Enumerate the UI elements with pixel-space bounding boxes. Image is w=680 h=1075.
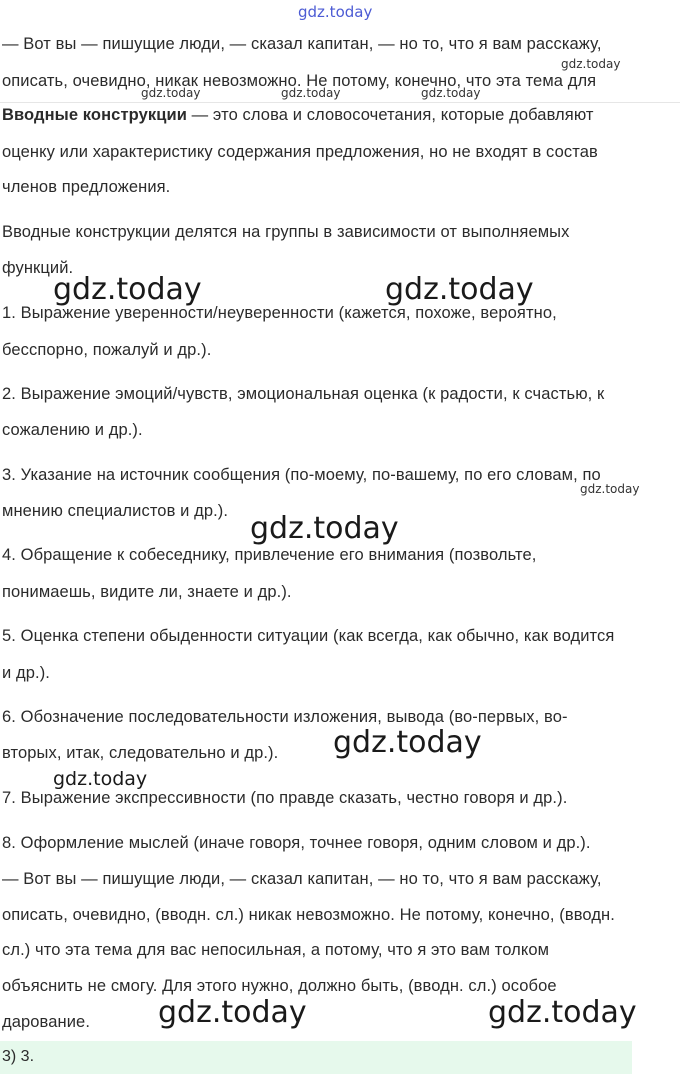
groups-intro-line-1: Вводные конструкции делятся на группы в зависимости от выполняемых bbox=[2, 223, 570, 241]
watermark-large: gdz.today bbox=[158, 995, 307, 1030]
definition-term: Вводные конструкции bbox=[2, 106, 187, 124]
analysis-line-5: дарование. bbox=[2, 1013, 91, 1031]
quote-line-1: — Вот вы — пишущие люди, — сказал капитан, — но то, что я вам расскажу, bbox=[2, 35, 602, 53]
watermark-large: gdz.today bbox=[385, 272, 534, 307]
group-2-line-1: 2. Выражение эмоций/чувств, эмоциональная оценка (к радости, к счастью, к bbox=[2, 385, 605, 403]
definition-line-3: членов предложения. bbox=[2, 178, 171, 196]
answer-label: 3) 3. bbox=[2, 1048, 35, 1065]
group-7-line-1: 7. Выражение экспрессивности (по правде сказать, честно говоря и др.). bbox=[2, 789, 568, 807]
group-4-line-2: понимаешь, видите ли, знаете и др.). bbox=[2, 583, 292, 601]
analysis-line-4: объяснить не смогу. Для этого нужно, должно быть, (вводн. сл.) особое bbox=[2, 977, 557, 995]
watermark-small: gdz.today bbox=[580, 482, 640, 496]
watermark-top: gdz.today bbox=[298, 3, 373, 21]
group-8-line-1: 8. Оформление мыслей (иначе говоря, точнее говоря, одним словом и др.). bbox=[2, 834, 591, 852]
watermark-small: gdz.today bbox=[421, 86, 481, 100]
group-6-line-2: вторых, итак, следовательно и др.). bbox=[2, 744, 279, 762]
analysis-line-1: — Вот вы — пишущие люди, — сказал капитан, — но то, что я вам расскажу, bbox=[2, 870, 602, 888]
group-1-line-2: бесспорно, пожалуй и др.). bbox=[2, 341, 212, 359]
group-4-line-1: 4. Обращение к собеседнику, привлечение его внимания (позвольте, bbox=[2, 546, 537, 564]
watermark-large: gdz.today bbox=[488, 995, 637, 1030]
watermark-large: gdz.today bbox=[250, 511, 399, 546]
definition-line-1 bbox=[2, 97, 672, 133]
watermark-small: gdz.today bbox=[281, 86, 341, 100]
groups-intro-line-2: функций. bbox=[2, 259, 74, 277]
group-1-line-1: 1. Выражение уверенности/неуверенности (кажется, похоже, вероятно, bbox=[2, 304, 557, 322]
definition-rest: — это слова и словосочетания, которые добавляют bbox=[186, 106, 594, 124]
group-5-line-2: и др.). bbox=[2, 664, 50, 682]
group-3-line-1: 3. Указание на источник сообщения (по-моему, по-вашему, по его словам, по bbox=[2, 466, 601, 484]
watermark-medium: gdz.today bbox=[53, 768, 148, 790]
watermark-small: gdz.today bbox=[141, 86, 201, 100]
watermark-small: gdz.today bbox=[561, 57, 621, 71]
group-2-line-2: сожалению и др.). bbox=[2, 421, 143, 439]
watermark-large: gdz.today bbox=[333, 725, 482, 760]
group-5-line-1: 5. Оценка степени обыденности ситуации (как всегда, как обычно, как водится bbox=[2, 627, 615, 645]
definition-line-2: оценку или характеристику содержания предложения, но не входят в состав bbox=[2, 143, 598, 161]
group-6-line-1: 6. Обозначение последовательности изложения, вывода (во-первых, во- bbox=[2, 708, 568, 726]
group-3-line-2: мнению специалистов и др.). bbox=[2, 502, 229, 520]
analysis-line-2: описать, очевидно, (вводн. сл.) никак невозможно. Не потому, конечно, (вводн. bbox=[2, 906, 615, 924]
watermark-large: gdz.today bbox=[53, 272, 202, 307]
answer-box bbox=[0, 1041, 632, 1074]
analysis-line-3: сл.) что эта тема для вас непосильная, а потому, что я это вам толком bbox=[2, 941, 550, 959]
quote-line-2: описать, очевидно, никак невозможно. Не потому, конечно, что эта тема для bbox=[2, 72, 597, 90]
